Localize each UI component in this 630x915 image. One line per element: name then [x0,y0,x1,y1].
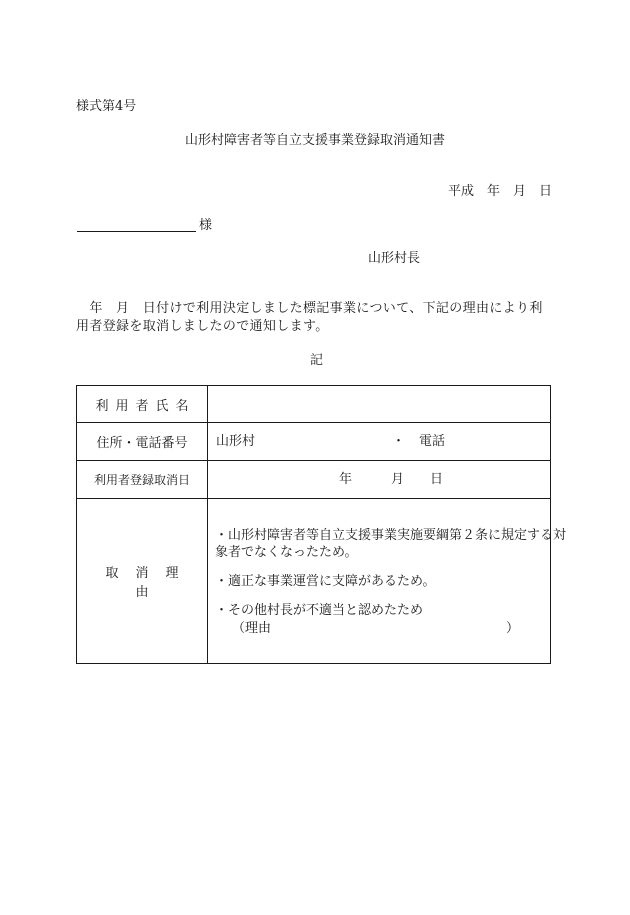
reason-3[interactable]: ・その他村長が不適当と認めたため [215,603,424,618]
table-row-address [77,423,551,461]
table-row-name [77,386,551,423]
phone-label: 電話 [419,434,446,449]
field-cancel-date[interactable] [208,461,551,499]
reason-3-detail-close: ） [506,621,520,636]
table-row-cancel-date [77,461,551,499]
address-prefix: 山形村 [216,434,256,449]
reason-1-line-1[interactable]: ・山形村障害者等自立支援事業実施要綱第２条に規定する対 [215,528,567,543]
addressee-honorific: 様 [199,218,213,233]
sender-name: 山形村長 [368,251,421,266]
record-table [76,385,567,664]
table-row-reason [77,499,551,664]
field-address-phone[interactable] [208,423,551,461]
ki-heading: 記 [310,353,324,368]
label-cancel-reason: 取消理由 [77,499,208,664]
date-line: 平成 年 月 日 [448,184,553,199]
label-user-name: 利用者氏名 [77,386,208,423]
field-cancel-reason [208,499,567,664]
body-text-line-2: 用者登録を取消しましたので通知します。 [76,319,329,334]
label-address-phone: 住所・電話番号 [77,423,208,461]
form-number: 様式第4号 [76,99,137,114]
cancel-date-value: 年 月 日 [339,472,444,487]
reason-2[interactable]: ・適正な事業運営に支障があるため。 [215,574,436,589]
label-cancel-date: 利用者登録取消日 [77,461,208,499]
addressee-name-blank[interactable] [77,231,196,232]
reason-1-line-2: 象者でなくなったため。 [215,545,358,560]
document-title: 山形村障害者等自立支援事業登録取消通知書 [184,133,445,148]
address-bullet: ・ [392,434,406,449]
body-text-line-1: 年 月 日付けで利用決定しました標記事業について、下記の理由により利 [76,301,543,316]
reason-3-detail-open: （理由 [232,621,272,636]
field-user-name[interactable] [208,386,551,423]
